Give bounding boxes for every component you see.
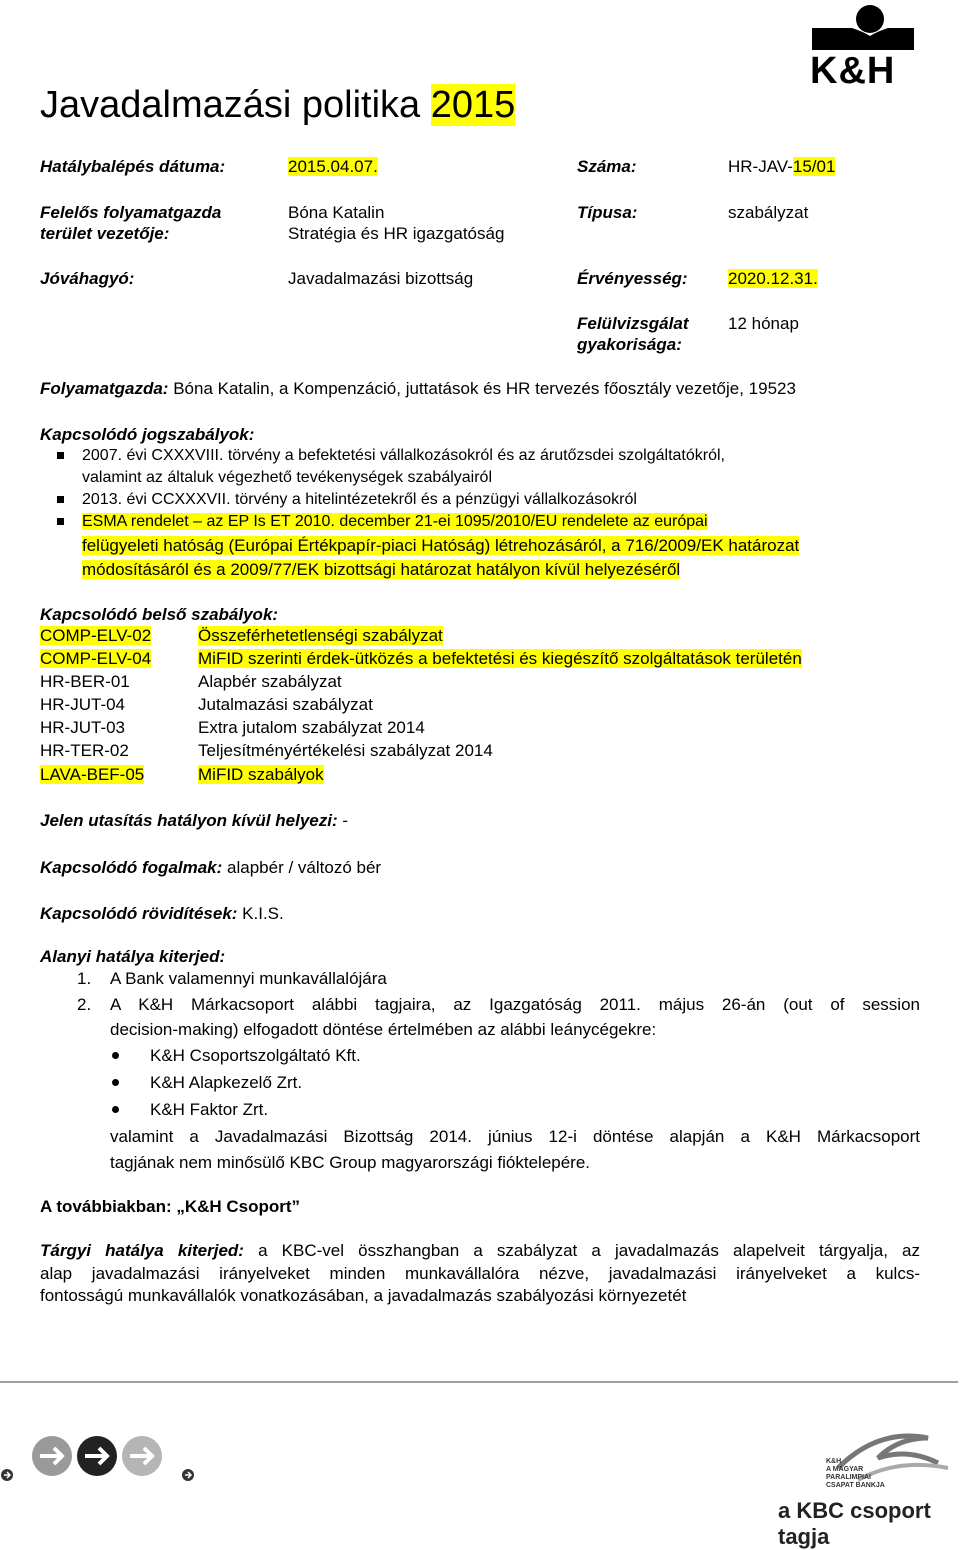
internal-rule-desc: Extra jutalom szabályzat 2014 <box>198 718 425 737</box>
internal-heading: Kapcsolódó belső szabályok: <box>40 605 279 624</box>
law-item-2: 2013. évi CCXXXVII. törvény a hitelintézetekről és a pénzügyi vállalkozásokról <box>82 491 637 508</box>
law-item-1b: valamint az általuk végezhető tevékenységek szabályairól <box>82 469 493 486</box>
internal-rule-code: COMP-ELV-02 <box>40 626 152 645</box>
abbrev-line: Kapcsolódó rövidítések: K.I.S. <box>40 904 284 923</box>
internal-rule-code: COMP-ELV-04 <box>40 649 152 668</box>
bullet-square-icon <box>57 496 64 503</box>
footer-tagline: a KBC csoport tagja <box>778 1498 931 1549</box>
effective-date-label: Hatálybalépés dátuma: <box>40 157 226 176</box>
review-value: 12 hónap <box>728 314 799 333</box>
internal-rule-desc: MiFID szabályok <box>198 765 324 784</box>
sub-company-1: K&H Csoportszolgáltató Kft. <box>150 1046 361 1065</box>
subject-line-3: fontosságú munkavállalók vonatkozásában, a javadalmazás szabályozási környezetét <box>40 1286 687 1305</box>
title-text: Javadalmazási politika <box>40 84 431 126</box>
internal-rule-desc: Összeférhetetlenségi szabályzat <box>198 626 443 645</box>
owner-label-2: terület vezetője: <box>40 224 170 243</box>
review-label-2: gyakorisága: <box>577 335 682 354</box>
footer-divider <box>0 1381 958 1383</box>
page-title <box>40 82 515 128</box>
sub-company-3: K&H Faktor Zrt. <box>150 1100 269 1119</box>
validity-value: 2020.12.31. <box>728 269 818 288</box>
number-label: Száma: <box>577 157 637 176</box>
footer-arrows <box>0 1428 200 1498</box>
repeal-line: Jelen utasítás hatályon kívül helyezi: - <box>40 811 348 830</box>
approver-value: Javadalmazási bizottság <box>288 269 474 288</box>
internal-rule-code: HR-TER-02 <box>40 741 129 760</box>
arrow-small-icon <box>182 1469 194 1481</box>
law-item-3c: módosításáról és a 2009/77/EK bizottsági határozat hatályon kívül helyezéséről <box>82 560 681 579</box>
scope-item-1: A Bank valamennyi munkavállalójára <box>110 969 387 988</box>
subject-line-1: Tárgyi hatálya kiterjed: a KBC-vel összhangban a szabályzat a javadalmazás alapelveit tárgyalja, az <box>40 1241 920 1260</box>
law-item-1a: 2007. évi CXXXVIII. törvény a befektetési vállalkozásokról és az árutőzsdei szolgáltatókról, <box>82 447 725 464</box>
scope-num-1: 1. <box>77 969 92 988</box>
scope-item-2b: decision-making) elfogadott döntése értelmében az alábbi leánycégekre: <box>110 1020 657 1039</box>
laws-heading: Kapcsolódó jogszabályok: <box>40 425 255 444</box>
paralympic-badge <box>818 1428 958 1502</box>
kh-logo-text: K&H <box>810 50 896 92</box>
badge-line-1: K&H <box>826 1458 842 1465</box>
scope-extra-a: valamint a Javadalmazási Bizottság 2014. június 12-i döntése alapján a K&H Márkacsoport <box>110 1127 920 1146</box>
bullet-dot-icon <box>112 1106 119 1113</box>
bullet-square-icon <box>57 518 64 525</box>
law-item-3b: felügyeleti hatóság (Európai Értékpapír-piaci Hatóság) létrehozásáról, a 716/2009/EK határozat <box>82 536 800 555</box>
badge-line-2: A MAGYAR <box>826 1466 864 1473</box>
scope-item-2a: A K&H Márkacsoport alábbi tagjaira, az Igazgatóság 2011. május 26-án (out of session <box>110 995 920 1014</box>
review-label-1: Felülvizsgálat <box>577 314 689 333</box>
sub-company-2: K&H Alapkezelő Zrt. <box>150 1073 303 1092</box>
scope-num-2: 2. <box>77 995 92 1014</box>
arrow-small-icon <box>1 1469 13 1481</box>
bullet-dot-icon <box>112 1052 119 1059</box>
type-value: szabályzat <box>728 203 809 222</box>
scope-heading: Alanyi hatálya kiterjed: <box>40 947 226 966</box>
arrow-circle-icon <box>77 1436 117 1476</box>
kbc-logo-icon <box>808 4 920 54</box>
internal-rule-desc: Alapbér szabályzat <box>198 672 342 691</box>
internal-rule-code: HR-JUT-03 <box>40 718 126 737</box>
internal-rule-code: HR-BER-01 <box>40 672 130 691</box>
owner-value-1: Bóna Katalin <box>288 203 385 222</box>
approver-label: Jóváhagyó: <box>40 269 135 288</box>
badge-line-3: PARALIMPIAI <box>826 1474 871 1481</box>
internal-rule-desc: Jutalmazási szabályzat <box>198 695 373 714</box>
owner-value-2: Stratégia és HR igazgatóság <box>288 224 505 243</box>
type-label: Típusa: <box>577 203 638 222</box>
hereafter-line: A továbbiakban: „K&H Csoport” <box>40 1197 301 1216</box>
internal-rule-desc: Teljesítményértékelési szabályzat 2014 <box>198 741 493 760</box>
owner-label-1: Felelős folyamatgazda <box>40 203 222 222</box>
effective-date-value: 2015.04.07. <box>288 157 378 176</box>
concepts-line: Kapcsolódó fogalmak: alapbér / változó bér <box>40 858 382 877</box>
badge-line-4: CSAPAT BANKJA <box>826 1482 885 1489</box>
number-value: HR-JAV-15/01 <box>728 157 836 176</box>
arrow-circle-icon <box>32 1436 72 1476</box>
subject-line-2: alap javadalmazási irányelveket minden munkavállalóra nézve, javadalmazási irányelveket a kulcs- <box>40 1264 920 1283</box>
internal-rule-desc: MiFID szerinti érdek-ütközés a befektetési és kiegészítő szolgáltatások területén <box>198 649 802 668</box>
bullet-square-icon <box>57 452 64 459</box>
kh-logo <box>808 4 920 90</box>
arrow-circle-icon <box>122 1436 162 1476</box>
title-year: 2015 <box>430 84 516 126</box>
law-item-3a: ESMA rendelet – az EP Is ET 2010. december 21-ei 1095/2010/EU rendelete az európai <box>82 513 708 530</box>
bullet-dot-icon <box>112 1079 119 1086</box>
internal-rule-code: HR-JUT-04 <box>40 695 126 714</box>
process-owner: Folyamatgazda: Bóna Katalin, a Kompenzáció, juttatások és HR tervezés főosztály vezetője, 19523 <box>40 379 796 398</box>
scope-extra-b: tagjának nem minősülő KBC Group magyarországi fióktelepére. <box>110 1153 591 1172</box>
internal-rule-code: LAVA-BEF-05 <box>40 765 145 784</box>
validity-label: Érvényesség: <box>577 269 688 288</box>
